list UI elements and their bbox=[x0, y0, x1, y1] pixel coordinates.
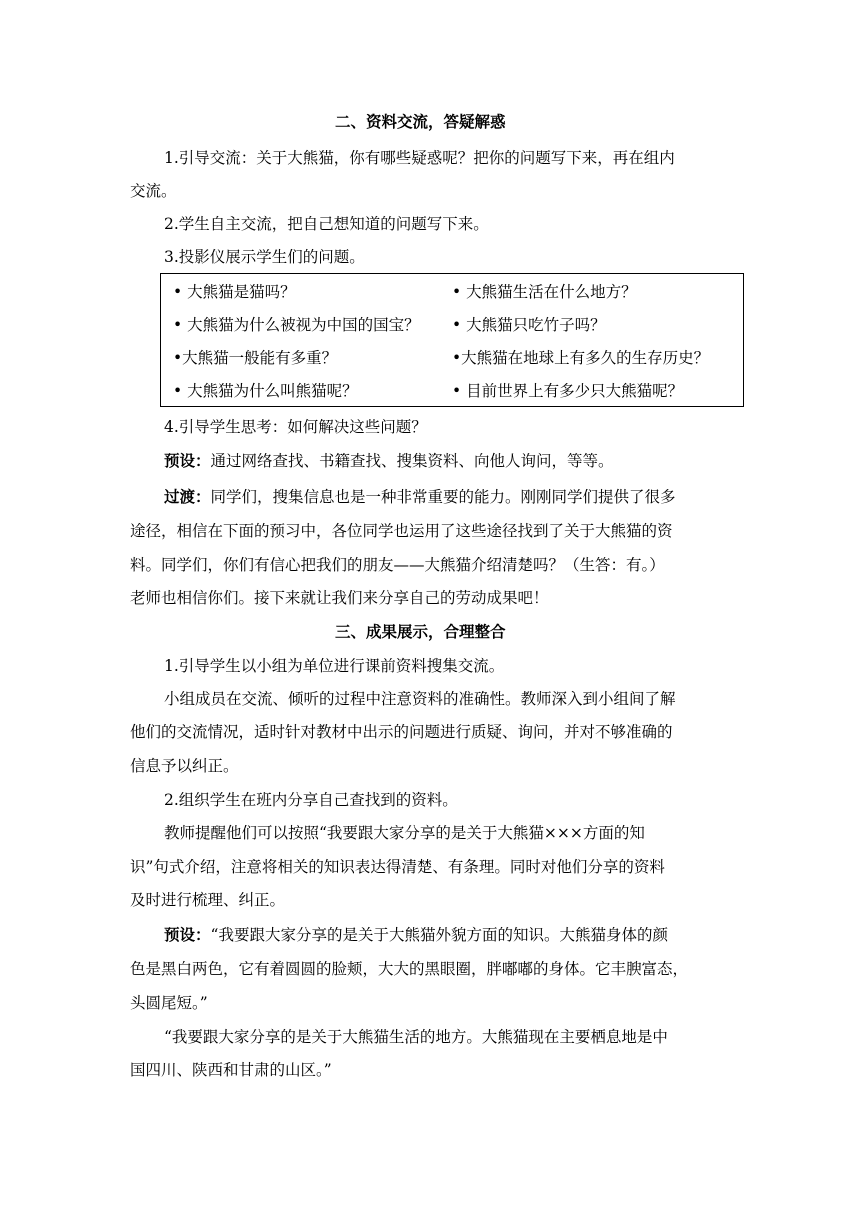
s3-preset-paragraph bbox=[164, 925, 668, 945]
step-1-text-cont: 交流。 bbox=[130, 182, 177, 200]
question-item: • 大熊猫是猫吗？ bbox=[173, 283, 296, 301]
s3-preset-text: “我要跟大家分享的是关于大熊猫外貌方面的知识。大熊猫身体的颜 bbox=[210, 926, 668, 944]
transition-label: 过渡： bbox=[164, 488, 211, 506]
s3-step-2-detail: 识”句式介绍，注意将相关的知识表达得清楚、有条理。同时对他们分享的资料 bbox=[130, 858, 665, 876]
s3-share-paragraph-line: 国四川、陕西和甘肃的山区。” bbox=[130, 1061, 332, 1079]
s3-step-2-text: 2.组织学生在班内分享自己查找到的资料。 bbox=[164, 791, 458, 809]
transition-text-line: 途径，相信在下面的预习中，各位同学也运用了这些途径找到了关于大熊猫的资 bbox=[130, 522, 673, 540]
question-item: •大熊猫在地球上有多久的生存历史？ bbox=[452, 349, 710, 367]
question-item: • 大熊猫为什么被视为中国的国宝？ bbox=[173, 316, 420, 334]
step-3-text: 3.投影仪展示学生们的问题。 bbox=[164, 248, 365, 266]
s3-preset-label: 预设： bbox=[164, 926, 211, 944]
s3-preset-text-line: 头圆尾短。” bbox=[130, 994, 208, 1012]
transition-paragraph bbox=[164, 487, 676, 507]
step-2-text: 2.学生自主交流，把自己想知道的问题写下来。 bbox=[164, 215, 489, 233]
step-1-text: 1.引导交流：关于大熊猫，你有哪些疑惑呢？把你的问题写下来，再在组内 bbox=[164, 149, 675, 167]
transition-text-line: 料。同学们，你们有信心把我们的朋友——大熊猫介绍清楚吗？（生答：有。） bbox=[130, 556, 665, 574]
preset-paragraph bbox=[164, 451, 614, 471]
question-item: • 大熊猫为什么叫熊猫呢？ bbox=[173, 382, 358, 400]
s3-step-1-detail: 小组成员在交流、倾听的过程中注意资料的准确性。教师深入到小组间了解 bbox=[164, 690, 676, 708]
section-3-heading: 三、成果展示，合理整合 bbox=[335, 623, 506, 641]
transition-text-line: 老师也相信你们。接下来就让我们来分享自己的劳动成果吧！ bbox=[130, 589, 549, 607]
preset-label: 预设： bbox=[164, 452, 211, 470]
question-item: •大熊猫一般能有多重？ bbox=[173, 349, 338, 367]
s3-step-1-text: 1.引导学生以小组为单位进行课前资料搜集交流。 bbox=[164, 657, 505, 675]
s3-step-1-detail: 他们的交流情况，适时针对教材中出示的问题进行质疑、询问，并对不够准确的 bbox=[130, 723, 673, 741]
s3-share-paragraph: “我要跟大家分享的是关于大熊猫生活的地方。大熊猫现在主要栖息地是中 bbox=[164, 1028, 668, 1046]
question-item: • 大熊猫只吃竹子吗？ bbox=[452, 316, 606, 334]
section-2-heading: 二、资料交流，答疑解惑 bbox=[335, 113, 506, 131]
questions-box bbox=[160, 273, 744, 407]
transition-text: 同学们，搜集信息也是一种非常重要的能力。刚刚同学们提供了很多 bbox=[210, 488, 676, 506]
step-4-text: 4.引导学生思考：如何解决这些问题？ bbox=[164, 418, 427, 436]
question-item: • 目前世界上有多少只大熊猫呢？ bbox=[452, 382, 684, 400]
s3-step-2-detail: 及时进行梳理、纠正。 bbox=[130, 891, 286, 909]
s3-step-1-detail: 信息予以纠正。 bbox=[130, 757, 239, 775]
question-item: • 大熊猫生活在什么地方？ bbox=[452, 283, 637, 301]
s3-step-2-detail: 教师提醒他们可以按照“我要跟大家分享的是关于大熊猫×××方面的知 bbox=[164, 824, 645, 842]
s3-preset-text-line: 色是黑白两色，它有着圆圆的脸颊，大大的黑眼圈，胖嘟嘟的身体。它丰腴富态， bbox=[130, 960, 689, 978]
preset-text: 通过网络查找、书籍查找、搜集资料、向他人询问，等等。 bbox=[210, 452, 614, 470]
